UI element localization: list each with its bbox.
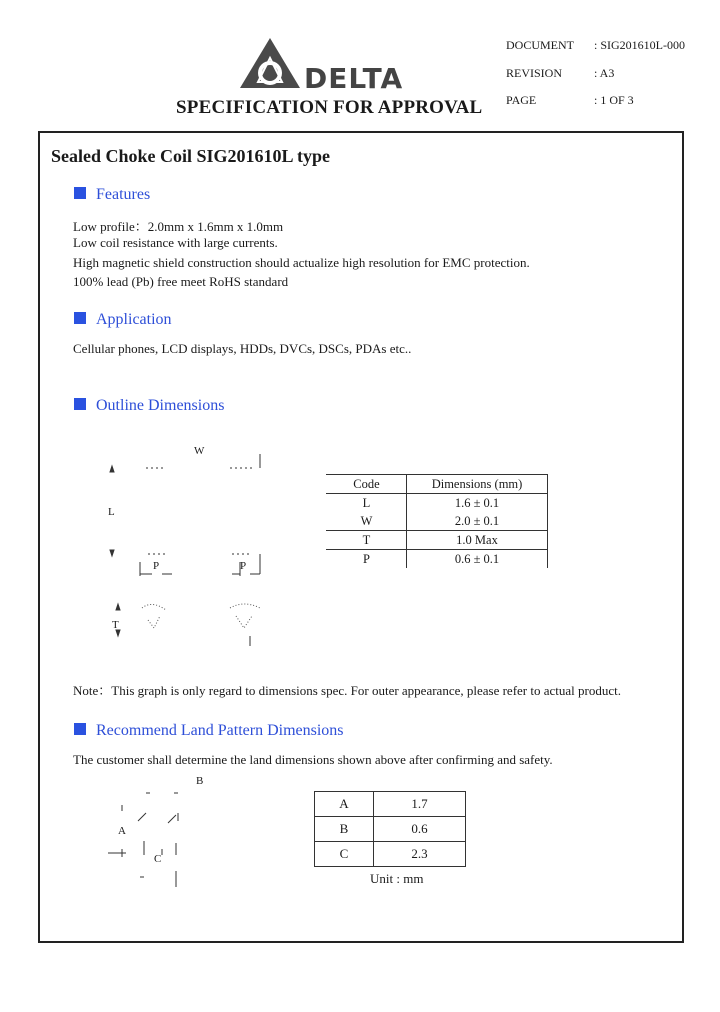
table-row: A 1.7	[315, 792, 466, 817]
meta-document-value: : SIG201610L-000	[594, 38, 685, 52]
table-header-code: Code	[327, 475, 407, 494]
delta-logo	[238, 36, 428, 94]
land-pattern-diagram	[104, 775, 214, 895]
table-row: T 1.0 Max	[327, 531, 548, 550]
dimension-l-label: L	[108, 506, 115, 518]
table-row: P 0.6 ± 0.1	[327, 550, 548, 569]
delta-triangle-icon	[238, 36, 428, 94]
document-title: Sealed Choke Coil SIG201610L type	[51, 146, 331, 166]
outline-heading: Outline Dimensions	[74, 397, 224, 415]
brand-text: DELTA	[304, 62, 404, 94]
meta-revision-value: : A3	[594, 66, 615, 80]
feature-line: High magnetic shield construction should actualize high resolution for EMC protection.	[73, 255, 530, 270]
land-pattern-heading: Recommend Land Pattern Dimensions	[74, 722, 344, 740]
meta-document-label: DOCUMENT	[506, 38, 574, 52]
feature-line: Low coil resistance with large currents.	[73, 235, 278, 250]
outline-diagram	[100, 440, 280, 660]
bullet-square-icon	[74, 723, 86, 735]
outline-drawing	[100, 440, 280, 660]
table-row: B 0.6	[315, 817, 466, 842]
dimension-t-label: T	[112, 619, 119, 631]
land-b-label: B	[196, 775, 204, 787]
table-row: C 2.3	[315, 842, 466, 867]
feature-line: Low profile：2.0mm x 1.6mm x 1.0mm	[73, 219, 284, 234]
land-pattern-text: The customer shall determine the land dimensions shown above after confirming and safety.	[73, 752, 553, 767]
bullet-square-icon	[74, 187, 86, 199]
table-header-dimensions: Dimensions (mm)	[407, 475, 548, 494]
dimension-w-label: W	[194, 445, 205, 457]
unit-label: Unit : mm	[370, 871, 424, 886]
outline-note: Note：This graph is only regard to dimensions spec. For outer appearance, please refer to actual product.	[73, 683, 621, 698]
feature-line: 100% lead (Pb) free meet RoHS standard	[73, 274, 289, 289]
bullet-square-icon	[74, 312, 86, 324]
meta-page-label: PAGE	[506, 93, 537, 107]
land-pattern-table	[314, 791, 466, 867]
dimensions-table	[326, 474, 548, 568]
application-heading: Application	[74, 311, 172, 329]
application-text: Cellular phones, LCD displays, HDDs, DVCs, DSCs, PDAs etc..	[73, 341, 412, 356]
meta-revision-label: REVISION	[506, 66, 562, 80]
spec-title: SPECIFICATION FOR APPROVAL	[176, 97, 483, 118]
table-row: L 1.6 ± 0.1	[327, 494, 548, 513]
land-c-label: C	[154, 853, 162, 865]
meta-page-value: : 1 OF 3	[594, 93, 634, 107]
bullet-square-icon	[74, 398, 86, 410]
land-a-label: A	[118, 825, 126, 837]
dimension-p-label: P	[153, 560, 160, 572]
features-heading: Features	[74, 186, 150, 204]
dimension-p-label: P	[240, 560, 247, 572]
table-row: W 2.0 ± 0.1	[327, 512, 548, 531]
